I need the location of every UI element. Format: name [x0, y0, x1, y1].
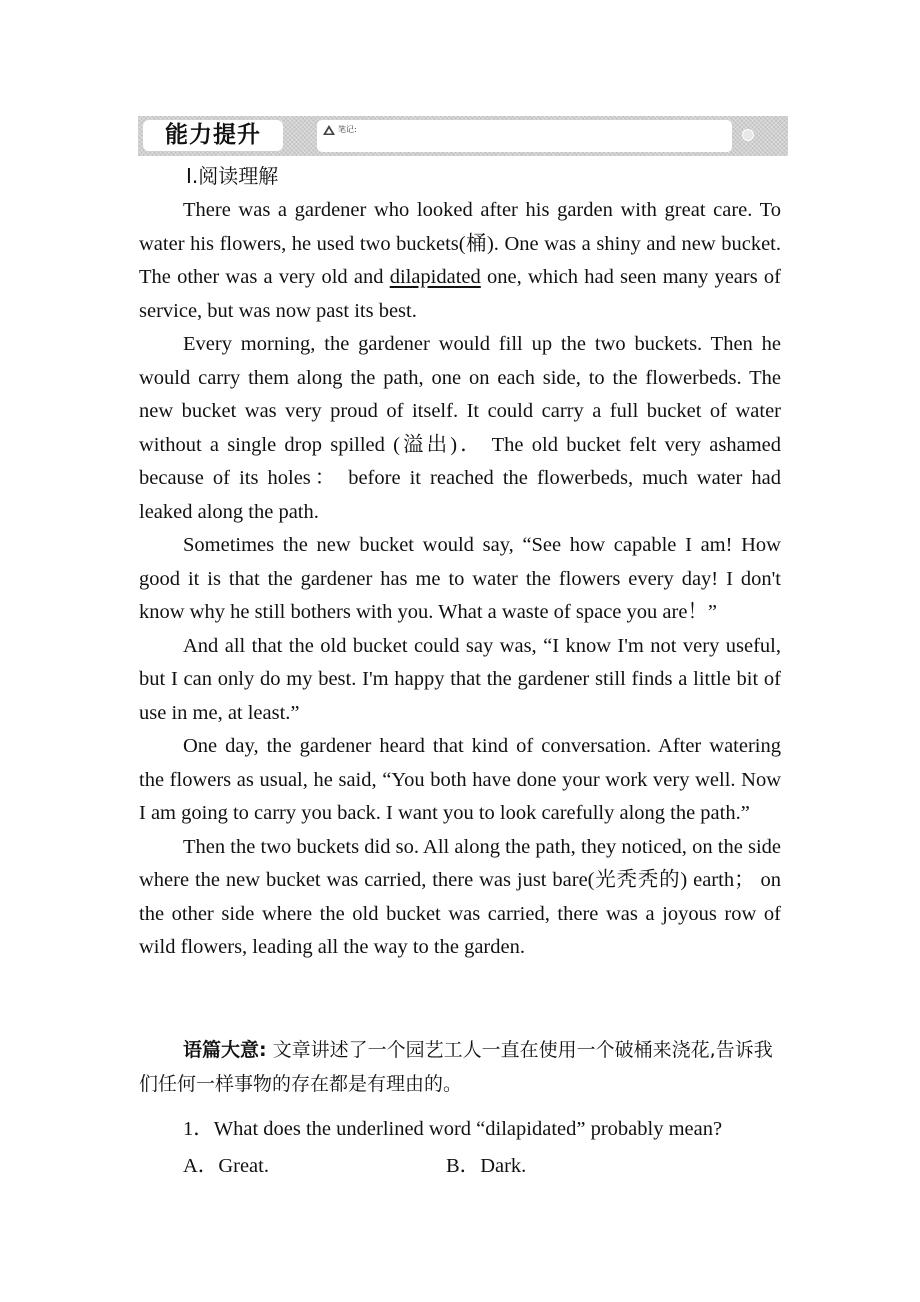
paragraph-5: One day, the gardener heard that kind of conversation. After watering the flowers as usual, he said, “You both have done your work very well. Now I am going to carry you back. I want you to look carefully along the path.” [139, 735, 781, 824]
option-b-key: B． [446, 1155, 481, 1177]
paragraph-2: Every morning, the gardener would fill up the two buckets. Then he would carry them along the path, one on each side, to the flowerbeds. The new bucket was very proud of itself. It could carry a full bucket of water without a single drop spilled (溢出)． The old bucket felt very ashamed because of its holes： before it reached the flowerbeds, much water had leaked along the path. [139, 333, 781, 523]
option-b[interactable] [446, 1150, 526, 1183]
summary-text: 文章讲述了一个园艺工人一直在使用一个破桶来浇花,告诉我们任何一样事物的存在都是有理由的。 [139, 1039, 773, 1095]
section-heading: Ⅰ.阅读理解 [186, 164, 279, 188]
passage-summary [139, 1033, 789, 1101]
paragraph-4: And all that the old bucket could say was, “I know I'm not very useful, but I can only do my best. I'm happy that the gardener still finds a little bit of use in me, at least.” [139, 634, 781, 724]
notes-label: 笔记: [338, 125, 357, 134]
notes-box[interactable] [317, 120, 732, 152]
paragraph-6: Then the two buckets did so. All along the path, they noticed, on the side where the new bucket was carried, there was just bare(光秃秃的) earth； on the other side where the old bucket was carried, there was a joyous row of wild flowers, leading all the way to the garden. [139, 835, 781, 958]
summary-label: 语篇大意: [183, 1039, 267, 1061]
option-a-text: Great. [218, 1155, 269, 1177]
question-1 [183, 1113, 722, 1146]
paragraph-1 [139, 194, 781, 328]
notes-icon [323, 125, 335, 135]
paragraph-1-text-a: There was a gardener who looked after his garden with great care. To water his flowers, he used two buckets(桶). One was a shiny and new bucket. The other was a very old and [139, 199, 781, 288]
banner-title: 能力提升 [143, 120, 283, 151]
pin-icon[interactable] [742, 129, 754, 141]
paragraph-1-text-b: one, which had seen many years of service, but was now past its best. [139, 266, 781, 322]
option-a[interactable] [183, 1150, 269, 1183]
option-a-key: A． [183, 1155, 219, 1177]
question-text: What does the underlined word “dilapidated” probably mean? [213, 1118, 723, 1140]
paragraph-3: Sometimes the new bucket would say, “See how capable I am! How good it is that the gardener has me to water the flowers every day! I don't know why he still bothers with you. What a waste of space you are！” [139, 534, 781, 623]
question-number: 1． [183, 1118, 214, 1140]
section-banner [138, 116, 788, 156]
reading-passage [139, 194, 781, 965]
option-b-text: Dark. [480, 1155, 527, 1177]
underlined-word: dilapidated [389, 266, 481, 288]
